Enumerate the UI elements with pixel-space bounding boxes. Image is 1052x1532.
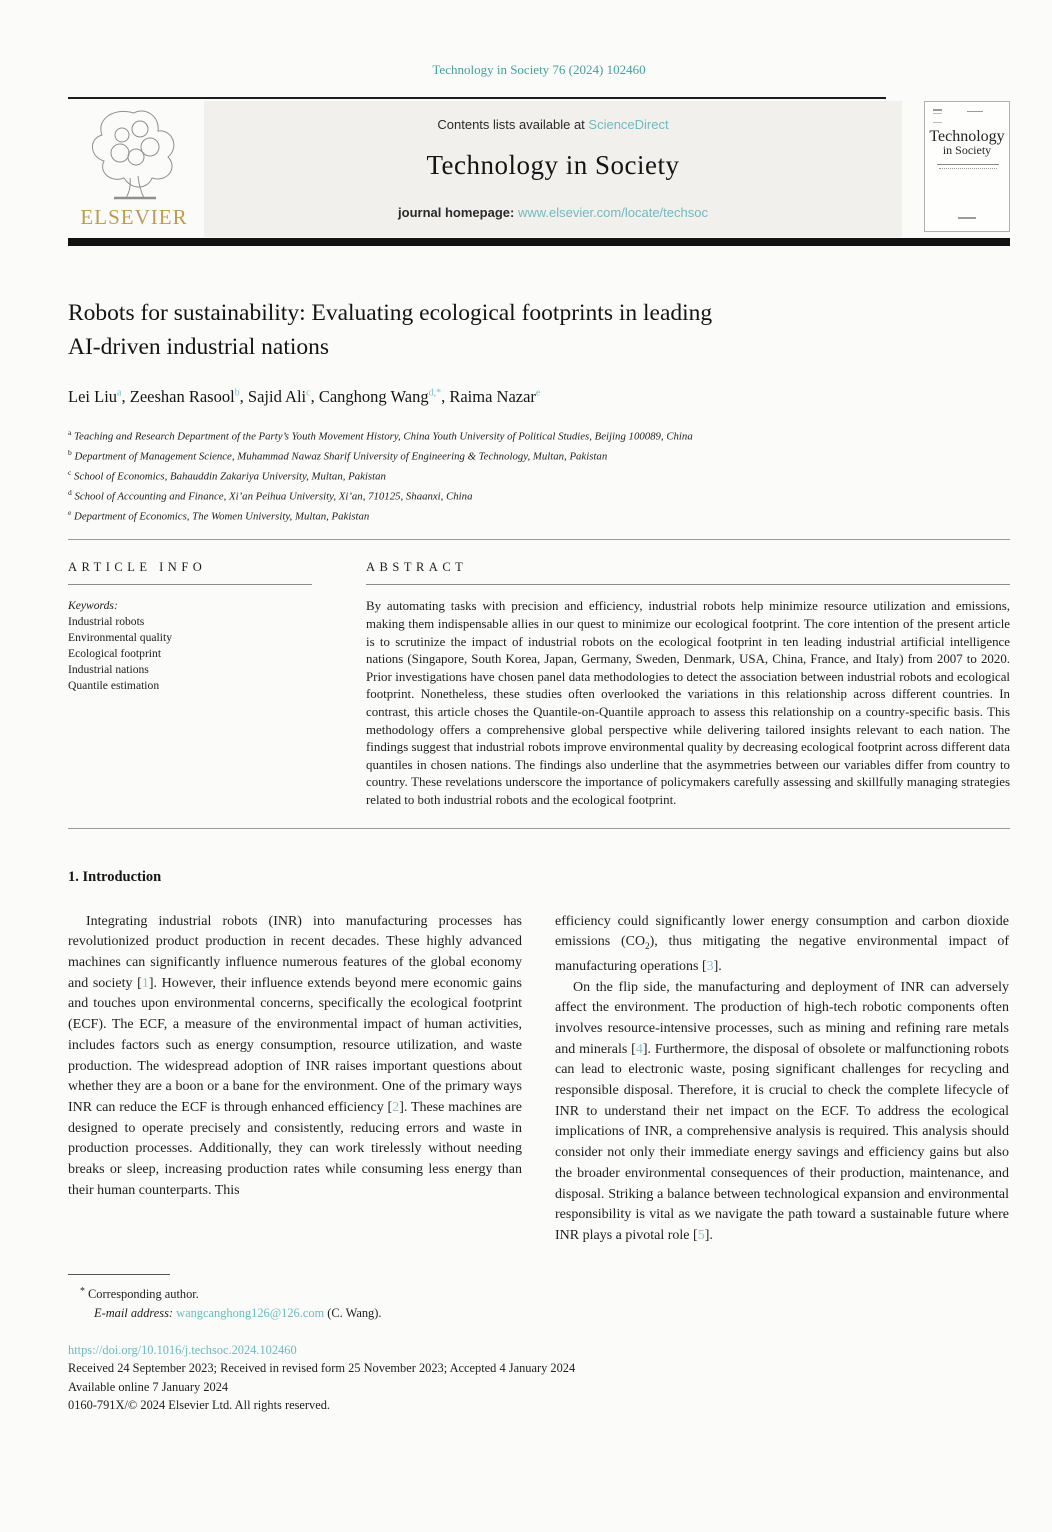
email-line xyxy=(68,1304,1010,1324)
cover-subtitle-dots xyxy=(939,168,997,169)
contents-list-line xyxy=(204,117,902,132)
masthead-bottom-bar xyxy=(68,238,1010,246)
body-column-left xyxy=(68,912,522,1247)
affiliation-list xyxy=(68,425,1010,525)
cover-title-word1: Technology xyxy=(929,128,1005,145)
author-affiliation-sup: d,* xyxy=(428,387,442,399)
author-affiliation-sup: b xyxy=(234,387,240,399)
elsevier-logo[interactable] xyxy=(68,101,200,237)
affiliation-row: $^b$ Department of Management Science, Muhammad Nawaz Sharif University of Engineering & Technology, Multan, Pakistan xyxy=(68,448,608,463)
affiliation-row: $^d$ School of Accounting and Finance, Xi’an Peihua University, Xi’an, 710125, Shaanxi, China xyxy=(68,488,473,503)
article-info-column xyxy=(68,560,312,809)
citation-ref-3[interactable]: 3 xyxy=(706,958,714,974)
email-label: E-mail address: xyxy=(94,1306,174,1321)
intro-paragraph-2: On the flip side, the manufacturing and deployment of INR can adversely affect the environment. The production of high-tech robotic components often involves resource-intensive processes, such as mining and refining rare metals and minerals [4]. Furthermore, the disposal of obsolete or malfunctioning robots can lead to electronic waste, posing significant challenges for recycling and responsible disposal. Therefore, it is crucial to check the complete lifecycle of INR to understand their net impact on the ECF. To address the ecological implications of INR, a comprehensive analysis is required. This analysis should consider not only their immediate energy savings and efficiency gains but also the broader environmental consequences of their production, maintenance, and disposal. Striking a balance between technological expansion and environmental responsibility is vital as we navigate the path toward a sustainable future where INR plays a pivotal role [5]. xyxy=(555,979,1009,1243)
keyword-item: Quantile estimation xyxy=(68,679,160,693)
author: Sajid Ali$^c$, xyxy=(247,387,319,406)
journal-banner xyxy=(204,101,902,237)
sciencedirect-link[interactable]: ScienceDirect xyxy=(588,117,669,132)
cover-bottom-mark xyxy=(958,217,976,219)
journal-citation-header: Technology in Society 76 (2024) 102460 xyxy=(432,62,646,77)
affiliation-row: $^c$ School of Economics, Bahauddin Zakariya University, Multan, Pakistan xyxy=(68,468,386,483)
citation-ref-4[interactable]: 4 xyxy=(635,1041,643,1057)
journal-homepage-link[interactable]: www.elsevier.com/locate/techsoc xyxy=(517,205,708,220)
asterisk-marker: * xyxy=(80,1285,85,1297)
co2-subscript: 2 xyxy=(645,941,650,952)
copyright-line: 0160-791X/© 2024 Elsevier Ltd. All rights reserved. xyxy=(68,1398,330,1413)
corresponding-author-line: * Corresponding author. xyxy=(80,1285,199,1301)
abstract-heading-rule xyxy=(366,584,1010,585)
abstract-column xyxy=(366,560,1010,809)
homepage-prefix: journal homepage: xyxy=(398,205,518,220)
email-suffix: (C. Wang). xyxy=(324,1306,382,1321)
corresponding-author-footnote xyxy=(68,1282,1010,1324)
article-info-abstract-section xyxy=(68,560,1010,809)
masthead xyxy=(68,101,1010,237)
keyword-item: Industrial nations xyxy=(68,663,149,677)
introduction-heading: 1. Introduction xyxy=(68,868,162,885)
author: Canghong Wang$^{d,*}$, xyxy=(318,387,450,406)
author: Lei Liu$^a$, xyxy=(68,387,130,406)
publication-info-block xyxy=(68,1341,1010,1415)
keywords-label: Keywords: xyxy=(68,599,118,613)
citation-ref-1[interactable]: 1 xyxy=(141,975,149,991)
author-affiliation-sup: e xyxy=(535,387,541,399)
citation-ref-2[interactable]: 2 xyxy=(392,1099,400,1115)
section-divider-rule xyxy=(68,539,1010,540)
citation-ref-5[interactable]: 5 xyxy=(697,1227,705,1243)
article-title-line2: AI-driven industrial nations xyxy=(68,334,330,360)
cover-stamp-icon xyxy=(933,109,942,123)
keyword-item: Ecological footprint xyxy=(68,647,162,661)
doi-link[interactable]: https://doi.org/10.1016/j.techsoc.2024.102460 xyxy=(68,1342,297,1357)
available-online-line: Available online 7 January 2024 xyxy=(68,1379,229,1394)
intro-paragraph-1: Integrating industrial robots (INR) into manufacturing processes has revolutionized product production in recent decades. These highly advanced machines can significantly influence numerous features of the global economy and society [1]. However, their influence extends beyond mere economic gains and touches upon environmental concerns, specifically the ecological footprint (ECF). The ECF, a measure of the environmental impact of human activities, includes factors such as energy consumption, resource utilization, and waste production. The widespread adoption of INR raises important questions about whether they are a boon or a bane for the environment. One of the primary ways INR can reduce the ECF is through enhanced efficiency [2]. These machines are designed to operate precisely and consistently, reducing errors and waste in production processes. Additionally, they can work tirelessly without needing breaks or sleep, increasing production rates while consuming less energy than their human counterparts. This xyxy=(68,913,523,1198)
affiliation-row: $^e$ Department of Economics, The Women University, Multan, Pakistan xyxy=(68,508,370,523)
introduction-body xyxy=(68,912,1010,1247)
author-list xyxy=(68,387,1010,407)
keywords-block xyxy=(68,598,312,694)
article-info-heading: ARTICLE INFO xyxy=(68,560,207,575)
article-title-line1: Robots for sustainability: Evaluating ecological footprints in leading xyxy=(68,300,713,326)
abstract-heading: ABSTRACT xyxy=(366,560,468,575)
author: Zeeshan Rasool$^b$, xyxy=(129,387,248,406)
received-dates-line: Received 24 September 2023; Received in revised form 25 November 2023; Accepted 4 January 2024 xyxy=(68,1361,576,1376)
abstract-text: By automating tasks with precision and efficiency, industrial robots help minimize resource utilization and emissions, making them indispensable allies in our quest to minimize our ecological footprint. The core intention of the present article is to scrutinize the impact of industrial robots on the ecological footprint in ten leading industrial artificial intelligence nations (Singapore, South Korea, Japan, Germany, Sweden, Denmark, USA, China, France, and Italy) from 2007 to 2020. Prior investigations have chosen panel data methodologies to detect the association between industrial robots and ecological footprint. Nonetheless, these studies often overlooked the variations in this relationship across different countries. In contrast, this article choses the Quantile-on-Quantile approach to assess this relationship on a country-specific basis. This methodology offers a comprehensive global perspective while delivering tailored insights relevant to each nation. The findings suggest that industrial robots improve environmental quality by decreasing ecological footprint across different data quantiles in chosen nations. The findings also underline that the asymmetries between our variables differ from country to country. These revelations underscore the importance of policymakers carefully assessing and skillfully managing strategies related to both industrial robots and the ecological footprint. xyxy=(366,599,1010,807)
cover-rule xyxy=(937,164,999,165)
body-column-right xyxy=(555,912,1009,1247)
article-info-heading-rule xyxy=(68,584,312,585)
footnote-rule xyxy=(68,1274,170,1275)
journal-title: Technology in Society xyxy=(426,150,680,180)
author: Raima Nazar$^e$ xyxy=(449,387,541,406)
keyword-item: Industrial robots xyxy=(68,615,145,629)
journal-homepage-line xyxy=(204,205,902,220)
cover-title-word2: in Society xyxy=(942,143,992,157)
article-title xyxy=(68,296,1010,364)
author-affiliation-sup: c xyxy=(306,387,311,399)
masthead-top-rule xyxy=(68,97,886,99)
cover-title xyxy=(925,130,1009,157)
contents-prefix: Contents lists available at xyxy=(437,117,589,132)
email-link[interactable]: wangcanghong126@126.com xyxy=(176,1306,325,1321)
affiliation-row: $^a$ Teaching and Research Department of the Party’s Youth Movement History, China Youth University of Political Studies, Beijing 100089, China xyxy=(68,428,693,443)
abstract-bottom-rule xyxy=(68,828,1010,829)
elsevier-tree-icon xyxy=(84,105,184,203)
elsevier-wordmark: ELSEVIER xyxy=(80,205,188,229)
journal-cover-thumbnail[interactable] xyxy=(924,101,1010,232)
cover-top-mark xyxy=(967,111,983,112)
intro-paragraph-1-continued: efficiency could significantly lower energy consumption and carbon dioxide emissions $(CO_2)$, thus mitigating the negative environmental impact of manufacturing operations [3]. xyxy=(555,913,1009,974)
keyword-item: Environmental quality xyxy=(68,631,172,645)
author-affiliation-sup: a xyxy=(117,387,122,399)
